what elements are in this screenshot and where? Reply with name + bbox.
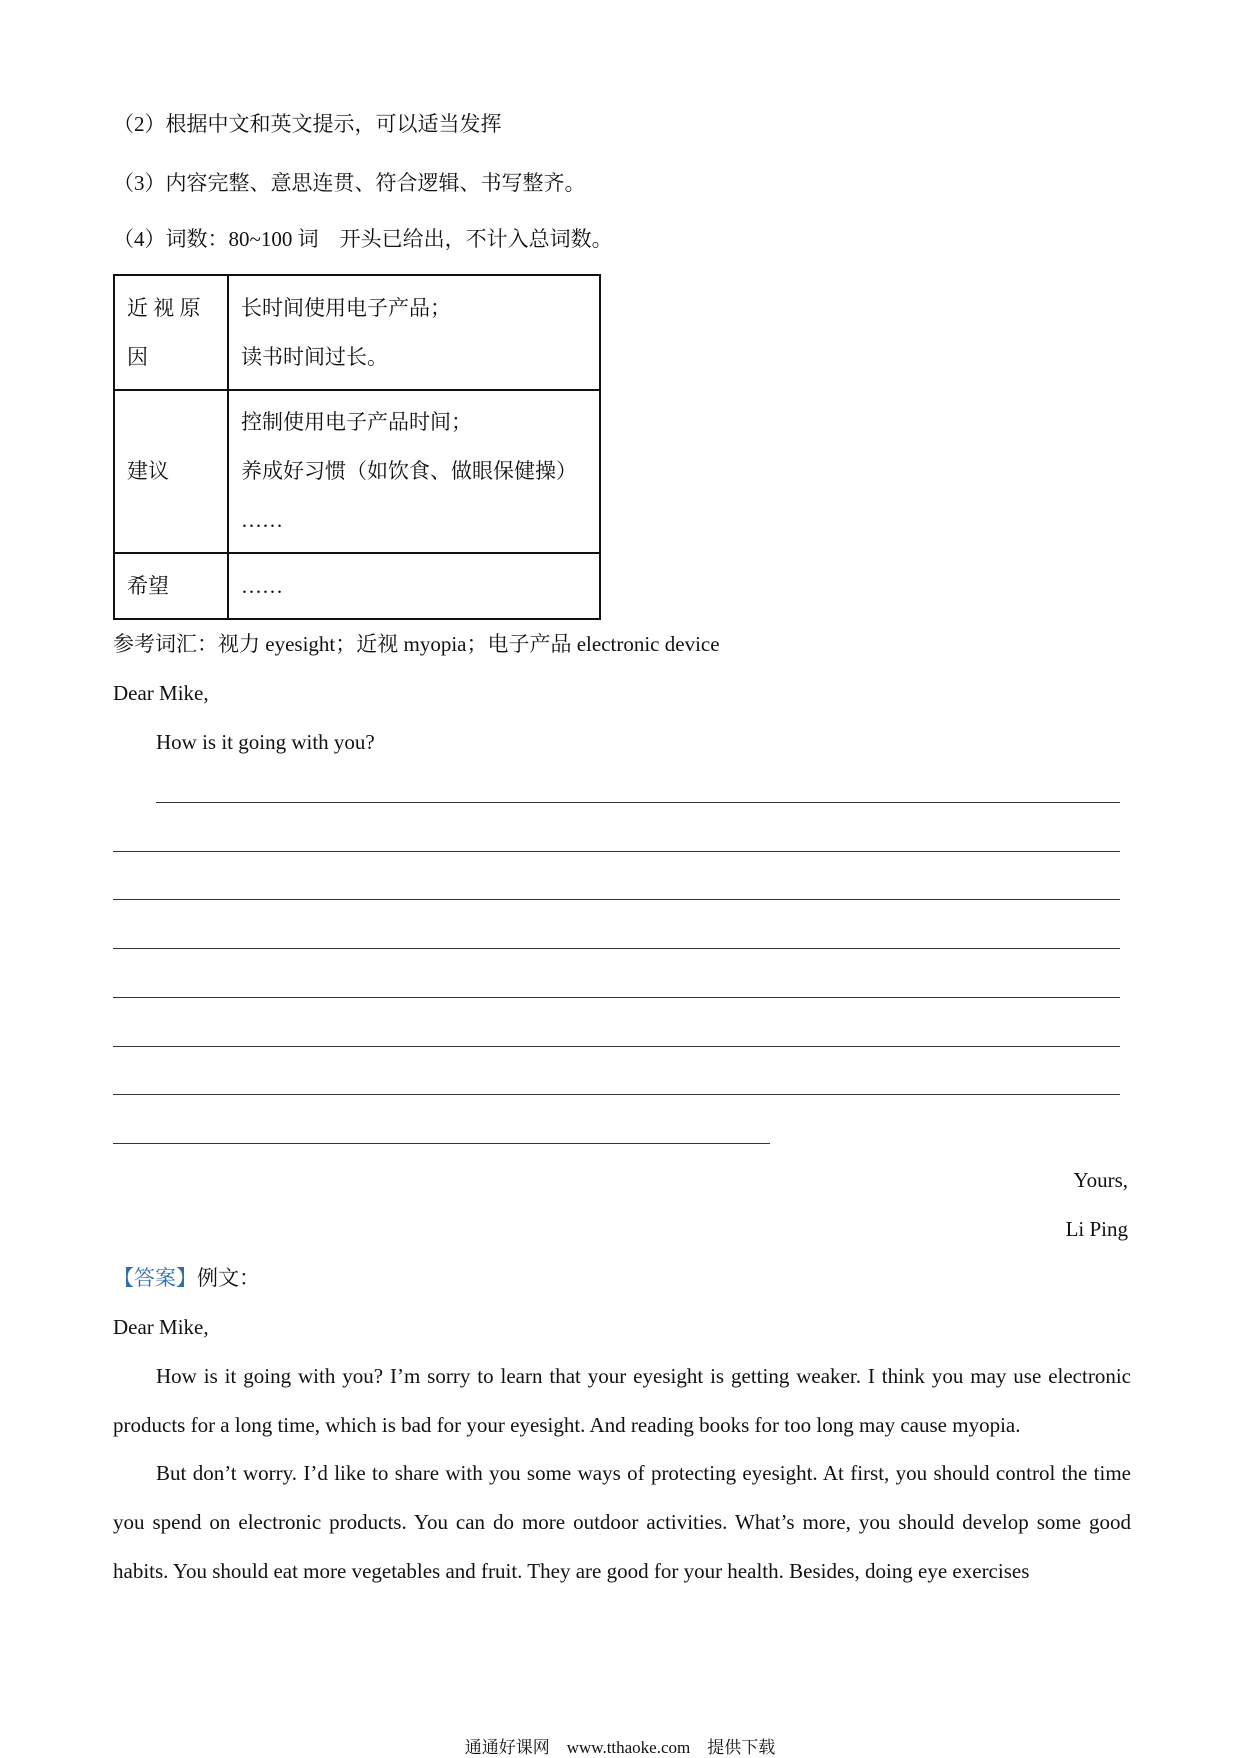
sample-paragraph-2: But don’t worry. I’d like to share with you some ways of protecting eyesight. At first, you should control the time you spend on electronic products. You can do more outdoor activities. What’s more, you should develop some good habits. You should eat more vegetables and fruit. They are good for your health. Besides, doing eye exercises <box>113 1461 1131 1583</box>
answer-line <box>113 1046 1120 1047</box>
sample-greeting: Dear Mike, <box>113 1315 209 1339</box>
letter-greeting: Dear Mike, <box>113 681 209 705</box>
page-footer: 通通好课网 www.tthaoke.com 提供下载 <box>464 1738 776 1757</box>
table-row-advice <box>114 390 600 553</box>
answer-line <box>113 997 1120 998</box>
answer-line <box>156 802 1120 803</box>
table-content-advice: 控制使用电子产品时间； 养成好习惯（如饮食、做眼保健操） …… <box>228 390 600 553</box>
instruction-4: （4）词数：80~100 词 开头已给出，不计入总词数。 <box>113 227 613 251</box>
answer-heading <box>113 1268 260 1289</box>
letter-signature: Li Ping <box>1065 1217 1128 1241</box>
table-content-hope: …… <box>228 553 600 619</box>
letter-opening: How is it going with you? <box>156 730 375 754</box>
table-label-advice: 建议 <box>114 390 228 553</box>
answer-label: 例文： <box>197 1266 260 1290</box>
instruction-2: （2）根据中文和英文提示，可以适当发挥 <box>113 112 502 136</box>
table-content-cause: 长时间使用电子产品； 读书时间过长。 <box>228 275 600 390</box>
answer-tag: 【答案】 <box>113 1266 197 1290</box>
answer-line <box>113 851 1120 852</box>
table-row-hope <box>114 553 600 619</box>
answer-line <box>113 899 1120 900</box>
table-label-hope: 希望 <box>114 553 228 619</box>
vocab-hint: 参考词汇：视力 eyesight；近视 myopia；电子产品 electronic device <box>113 632 720 656</box>
answer-line <box>113 948 1120 949</box>
sample-paragraph-1: How is it going with you? I’m sorry to learn that your eyesight is getting weaker. I think you may use electronic products for a long time, which is bad for your eyesight. And reading books for too long may cause myopia. <box>113 1364 1131 1437</box>
table-label-cause: 近 视 原 因 <box>114 275 228 390</box>
info-table <box>113 274 601 620</box>
table-row-cause <box>114 275 600 390</box>
answer-line <box>113 1143 770 1144</box>
instruction-3: （3）内容完整、意思连贯、符合逻辑、书写整齐。 <box>113 171 586 195</box>
answer-line <box>113 1094 1120 1095</box>
letter-closing: Yours, <box>1073 1168 1128 1192</box>
